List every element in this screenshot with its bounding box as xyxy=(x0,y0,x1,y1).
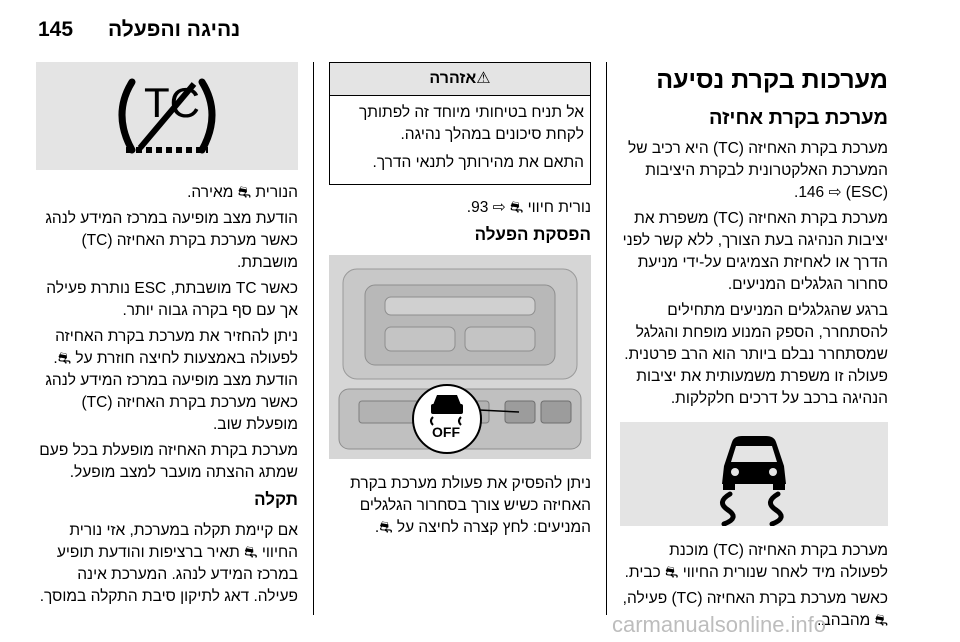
warning-triangle-icon: ⚠ xyxy=(476,70,491,87)
paragraph: מערכת בקרת האחיזה מופעלת בכל פעם שמתג ההצתה מועבר למצב מופעל. xyxy=(39,442,298,481)
warning-paragraph: אל תניח בטיחותי מיוחד זה לפתותך לקחת סיכונים במהלך נהיגה. xyxy=(359,104,584,143)
paragraph: הנורית ⛐ מאירה. xyxy=(187,184,298,201)
warning-paragraph: התאם את מהירותך לתנאי הדרך. xyxy=(372,154,584,171)
console-button-figure xyxy=(329,255,591,459)
off-button-label: OFF xyxy=(432,424,460,440)
right-column xyxy=(620,62,888,636)
paragraph: ברגע שהגלגלים המניעים מתחילים להסתחרר, הספק המנוע מופחת והגלגל שמסתחרר נבלם ביותר הוא הרב פרטנית. פעולה זו משפרת משמעותית את יציבות הנהיגה ברכב על דרכים חלקלקות. xyxy=(624,302,888,407)
subsection-title: מערכת בקרת אחיזה xyxy=(708,107,888,129)
skid-car-figure xyxy=(620,422,888,526)
paragraph: מערכת בקרת האחיזה (TC) היא רכיב של המערכת האלקטרונית לבקרת היציבות (ESC) ⇨ 146. xyxy=(627,140,888,201)
skid-car-icon xyxy=(620,422,888,526)
column-divider-left xyxy=(313,62,314,615)
warning-body xyxy=(330,96,590,184)
center-console-illustration xyxy=(329,255,591,459)
paragraph: ניתן להחזיר את מערכת בקרת האחיזה לפעולה באמצעות לחיצה חוזרת על ⛐. הודעת מצב מופיעה במרכז המידע לנהג כאשר מערכת בקרת האחיזה (TC) מופעלת שוב. xyxy=(45,328,298,433)
chapter-title: נהיגה והפעלה xyxy=(108,18,241,41)
page-header xyxy=(0,18,960,52)
tc-icon-text: TC xyxy=(144,79,200,126)
paragraph: מערכת בקרת האחיזה (TC) מוכנת לפעולה מיד לאחר שנורית החיווי ⛐ כבית. xyxy=(624,542,888,581)
middle-column xyxy=(329,62,591,543)
deactivation-heading: הפסקת הפעלה xyxy=(474,225,591,244)
section-title: מערכות בקרת נסיעה xyxy=(656,66,888,94)
paragraph: מערכת בקרת האחיזה (TC) משפרת את יציבות הנהיגה בעת הצורך, ללא קשר לפני הדרך או לאחיזת הצמיגים על-ידי מניעת סחרור הגלגלים המניעים. xyxy=(622,210,888,293)
paragraph: ניתן להפסיק את פעולת מערכת בקרת האחיזה כשיש צורך בסחרור הגלגלים המניעים: לחץ קצרה לחיצה על ⛐. xyxy=(350,475,591,536)
paragraph: אם קיימת תקלה במערכת, אזי נורית החיווי ⛐ תאיר ברציפות והודעת תופיע במרכז המידע לנהג. המערכת אינה פעילה. דאג לתיקון סיבת התקלה במוסך. xyxy=(39,522,298,605)
column-divider-right xyxy=(606,62,607,615)
paragraph: כאשר מערכת בקרת האחיזה (TC) פעילה, ⛐ מהבהב. xyxy=(622,590,888,629)
tc-icon-figure xyxy=(36,62,298,170)
watermark: carmanualsonline.info xyxy=(612,612,827,637)
warning-header xyxy=(330,63,590,96)
paragraph: כאשר TC מושבתת, ESC נותרת פעילה אך עם סף בקרה גבוה יותר. xyxy=(46,280,298,319)
fault-heading: תקלה xyxy=(254,490,298,509)
paragraph: הודעת מצב מופיעה במרכז המידע לנהג כאשר מערכת בקרת האחיזה (TC) מושבתת. xyxy=(45,210,298,271)
indicator-reference: נורית חיווי ⛐ ⇨ 93. xyxy=(466,199,591,216)
left-column xyxy=(36,62,298,612)
page-number: 145 xyxy=(38,18,74,41)
warning-box xyxy=(329,62,591,185)
warning-label: אזהרה xyxy=(429,70,477,87)
